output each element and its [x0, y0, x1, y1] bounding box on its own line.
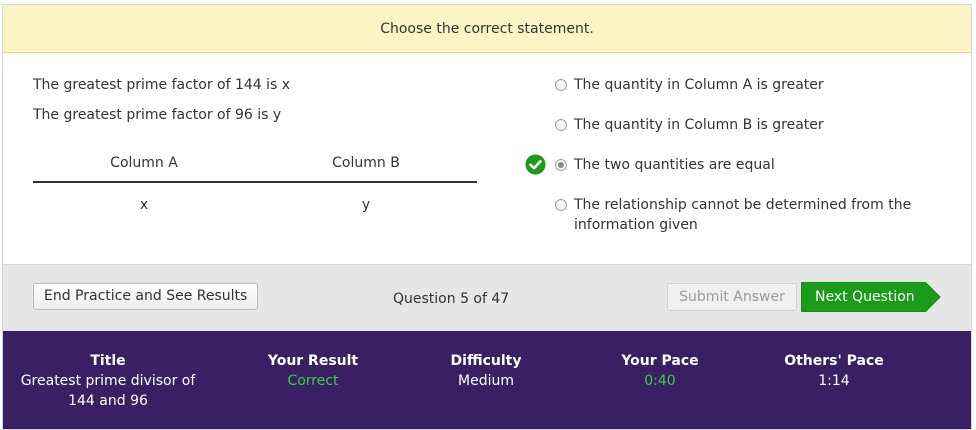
end-practice-button[interactable]: End Practice and See Results — [33, 283, 258, 310]
option-label: The two quantities are equal — [574, 157, 775, 173]
option-cannot-determine[interactable] — [555, 195, 925, 235]
option-label: The quantity in Column B is greater — [574, 117, 824, 133]
statement-2: The greatest prime factor of 96 is y — [33, 107, 282, 123]
option-a-greater[interactable] — [555, 75, 935, 115]
summary-title-value: Greatest prime divisor of 144 and 96 — [20, 373, 196, 409]
answer-options — [555, 75, 935, 235]
summary-pace-header: Your Pace — [621, 353, 699, 369]
correct-check-icon — [525, 154, 546, 175]
summary-pace — [580, 351, 740, 391]
radio-button-selected[interactable] — [555, 159, 567, 171]
summary-result — [233, 351, 393, 391]
summary-difficulty-value: Medium — [458, 373, 514, 389]
comparison-values — [33, 183, 477, 225]
action-bar — [3, 264, 971, 331]
statement-1: The greatest prime factor of 144 is x — [33, 77, 291, 93]
summary-title-header: Title — [90, 353, 126, 369]
summary-result-value: Correct — [287, 373, 339, 389]
summary-difficulty-header: Difficulty — [450, 353, 522, 369]
comparison-table — [33, 153, 477, 225]
radio-button[interactable] — [555, 79, 567, 91]
radio-button[interactable] — [555, 119, 567, 131]
radio-button[interactable] — [555, 199, 567, 211]
option-label: The quantity in Column A is greater — [574, 77, 824, 93]
summary-pace-value: 0:40 — [644, 373, 676, 389]
prompt-text: Choose the correct statement. — [380, 20, 594, 37]
summary-title — [13, 351, 203, 411]
summary-result-header: Your Result — [267, 353, 359, 369]
comparison-header — [33, 153, 477, 183]
summary-others-pace — [754, 351, 914, 391]
question-statements — [33, 75, 290, 135]
summary-difficulty — [406, 351, 566, 391]
next-question-label: Next Question — [815, 289, 915, 305]
question-summary — [3, 331, 971, 429]
prompt-bar — [3, 5, 971, 53]
column-a-header: Column A — [110, 155, 178, 171]
question-panel — [2, 4, 972, 430]
option-equal[interactable] — [555, 155, 935, 195]
summary-others-header: Others' Pace — [784, 353, 884, 369]
option-label: The relationship cannot be determined from the information given — [574, 197, 912, 233]
column-a-value: x — [139, 197, 149, 213]
summary-others-value: 1:14 — [818, 373, 850, 389]
column-b-value: y — [361, 197, 371, 213]
next-question-button[interactable] — [801, 282, 941, 312]
question-counter: Question 5 of 47 — [393, 291, 510, 307]
submit-answer-button[interactable]: Submit Answer — [667, 283, 797, 311]
column-b-header: Column B — [332, 155, 400, 171]
option-b-greater[interactable] — [555, 115, 935, 155]
